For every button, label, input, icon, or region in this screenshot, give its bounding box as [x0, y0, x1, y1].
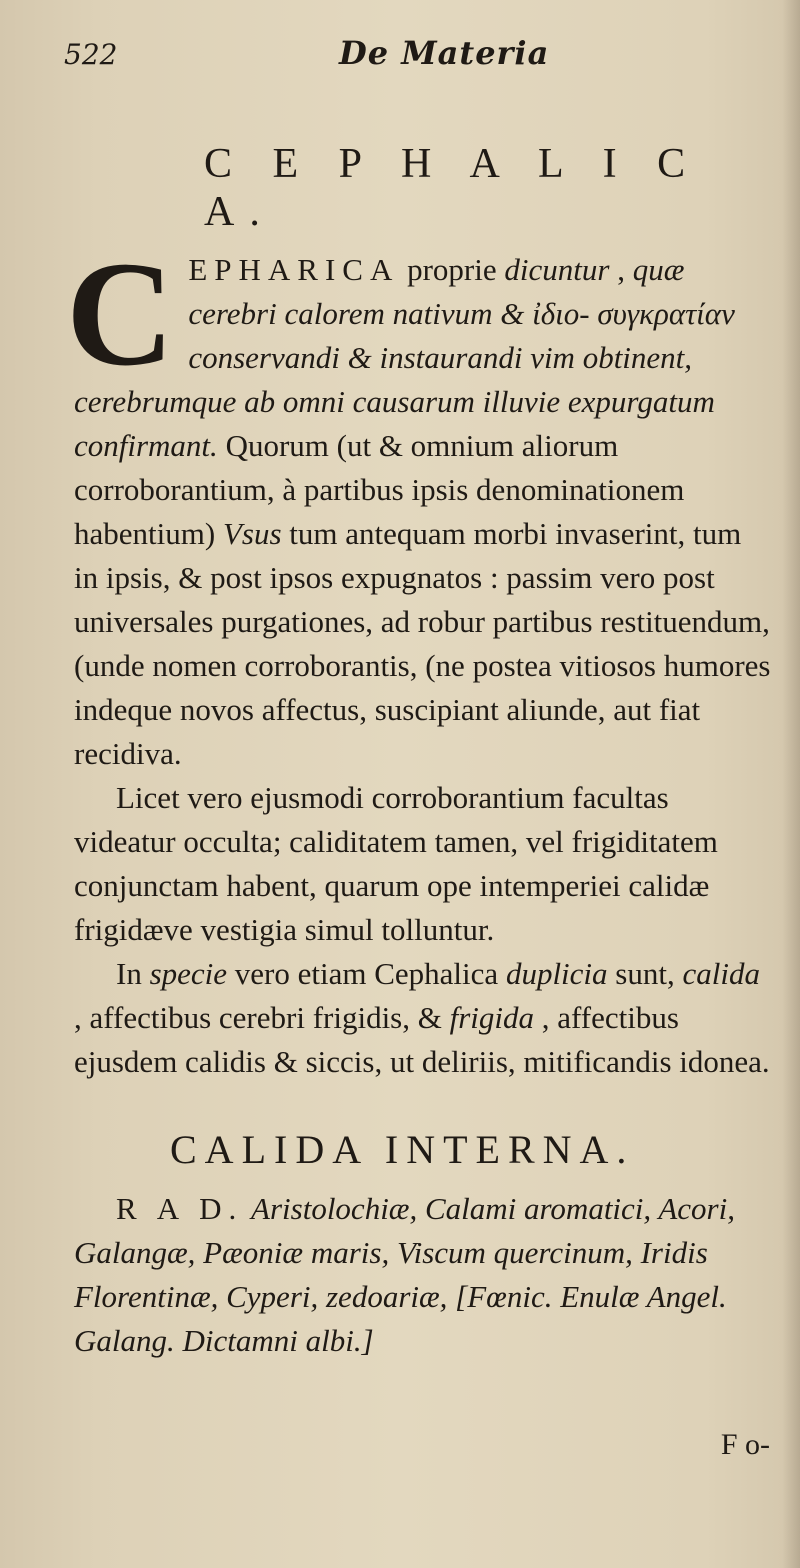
paragraph-three-text-3: vero etiam Cephalica — [234, 956, 506, 991]
lead-small-caps: EPHARICA — [188, 252, 400, 287]
paragraph-two: Licet vero ejusmodi corroborantium facultas videatur occulta; caliditatem tamen, vel frigiditatem conjunctam habent, quarum ope intemperiei calidæ frigidæve vestigia simul tolluntur. — [74, 780, 718, 947]
paragraph-three-text-2: specie — [149, 956, 228, 991]
section-heading: C E P H A L I C A. — [204, 141, 701, 235]
page-spine-shadow — [782, 0, 800, 1568]
paragraph-one-text-3: , — [617, 252, 633, 287]
radix-label: R A D. — [116, 1191, 244, 1226]
paragraph-three-text-5: sunt, — [615, 956, 683, 991]
paragraph-three-text-6: calida — [682, 956, 760, 991]
page-number: 522 — [64, 38, 118, 71]
paragraph-one — [66, 231, 772, 776]
paragraph-one-text-1: proprie — [407, 252, 505, 287]
paragraph-one-text-7: Quorum (ut & omnium aliorum corroborantium, à partibus ipsis denominationem habentium) — [74, 428, 685, 551]
running-title: De Materia — [339, 34, 550, 72]
paragraph-three-text-9: , affectibus ejusdem calidis & siccis, ut deliriis, mitificandis idonea. — [74, 1000, 770, 1079]
catchword: F o- — [720, 1428, 770, 1461]
paragraph-three-text-7: , affectibus cerebri frigidis, & — [74, 1000, 450, 1035]
subsection-heading: CALIDA INTERNA. — [170, 1127, 635, 1172]
paragraph-one-text-8: Vsus — [222, 516, 282, 551]
radix-paragraph — [74, 1187, 772, 1363]
chapter-body — [66, 231, 772, 1084]
paragraph-three-text-1: In — [116, 956, 150, 991]
radix-ingredients: Aristolochiæ, Calami aromatici, Acori, Galangæ, Pæoniæ maris, Viscum quercinum, Iridis Florentinæ, Cyperi, zedoariæ, [Fœnic. Enulæ Angel. Galang. Dictamni albi.] — [74, 1191, 735, 1358]
paragraph-one-text-9: tum antequam morbi invaserint, tum in ipsis, & post ipsos expugnatos : passim vero post universales purgationes, ad robur partibus restituendum, (unde nomen corroborantis, (ne postea vitiosos humores indeque novos affectus, suscipiant aliunde, aut fiat recidiva. — [74, 516, 771, 771]
running-head — [64, 28, 772, 86]
paragraph-one-text-4: quæ cerebri calorem nativum & ἰδιο- — [188, 252, 685, 331]
drop-cap: C — [66, 231, 175, 397]
paragraph-three — [74, 952, 772, 1084]
paragraph-one-text-6: vim obtinent, cerebrumque ab omni causarum illuvie expurgatum confirmant. — [74, 340, 715, 463]
paragraph-one-text-5: συγκρατίαν conservandi & instaurandi — [188, 296, 735, 375]
paragraph-three-text-8: frigida — [449, 1000, 535, 1035]
paragraph-three-text-4: duplicia — [505, 956, 608, 991]
paragraph-one-text-2: dicuntur — [504, 252, 610, 287]
